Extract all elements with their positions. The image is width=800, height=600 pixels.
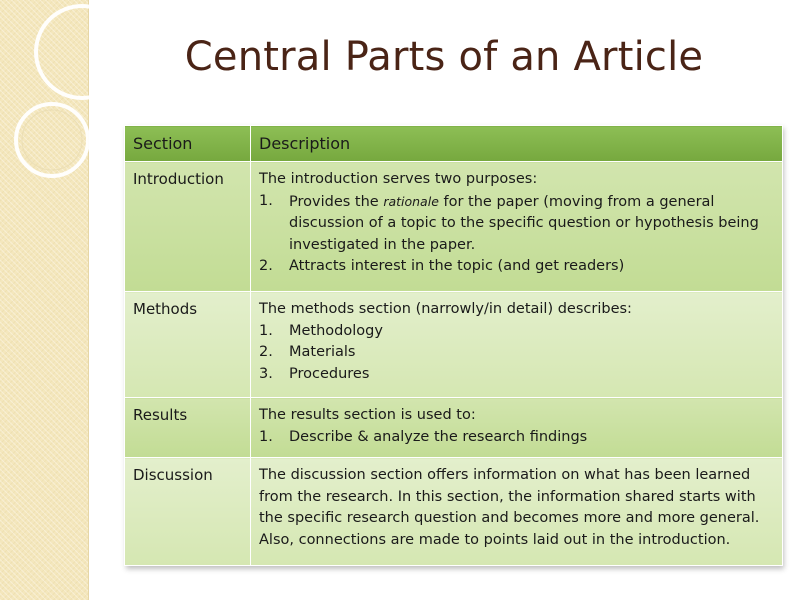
description-lead: The results section is used to: [259,407,476,423]
description-cell [251,162,783,292]
list-number: 1. [259,322,273,339]
table-row-discussion [125,458,783,566]
header-description: Description [251,126,783,162]
list-item [259,427,774,449]
section-cell: Discussion [125,458,251,566]
emphasis-text: rationale [383,193,439,209]
section-cell: Results [125,398,251,458]
section-cell: Methods [125,292,251,398]
header-section: Section [125,126,251,162]
list-text: Materials [289,344,356,360]
list-item [259,321,774,343]
section-cell: Introduction [125,162,251,292]
description-list [259,191,774,278]
description-list [259,427,774,449]
list-text: Attracts interest in the topic (and get readers) [289,258,625,274]
table-row-introduction [125,162,783,292]
description-cell [251,398,783,458]
list-number: 2. [259,344,273,360]
list-item [259,364,774,386]
list-number: 2. [259,258,273,274]
list-number: 1. [259,192,273,209]
description-list [259,321,774,386]
decorative-circles [0,0,110,220]
article-parts-table [124,125,782,566]
description-cell: The discussion section offers information on what has been learned from the research. In this section, the information shared starts with the specific research question and becomes more and more general. Also, connections are made to points laid out in the introduction. [251,458,783,566]
table-row-results [125,398,783,458]
description-cell [251,292,783,398]
description-lead: The methods section (narrowly/in detail) describes: [259,301,632,317]
description-lead: The introduction serves two purposes: [259,171,538,187]
list-text: Provides the [289,193,384,210]
list-text: Methodology [289,322,383,339]
list-text: Procedures [289,365,370,382]
table-row-methods [125,292,783,398]
list-number: 1. [259,428,273,445]
list-number: 3. [259,365,273,382]
list-text: for the paper (moving from a general discussion of a topic to the specific question or hypothesis being investigated in the paper. [289,193,759,253]
slide-title: Central Parts of an Article [184,34,704,80]
list-item [259,191,774,257]
list-item [259,342,774,364]
list-text: Describe & analyze the research findings [289,428,588,445]
table-header-row [125,126,783,162]
list-item [259,256,774,278]
